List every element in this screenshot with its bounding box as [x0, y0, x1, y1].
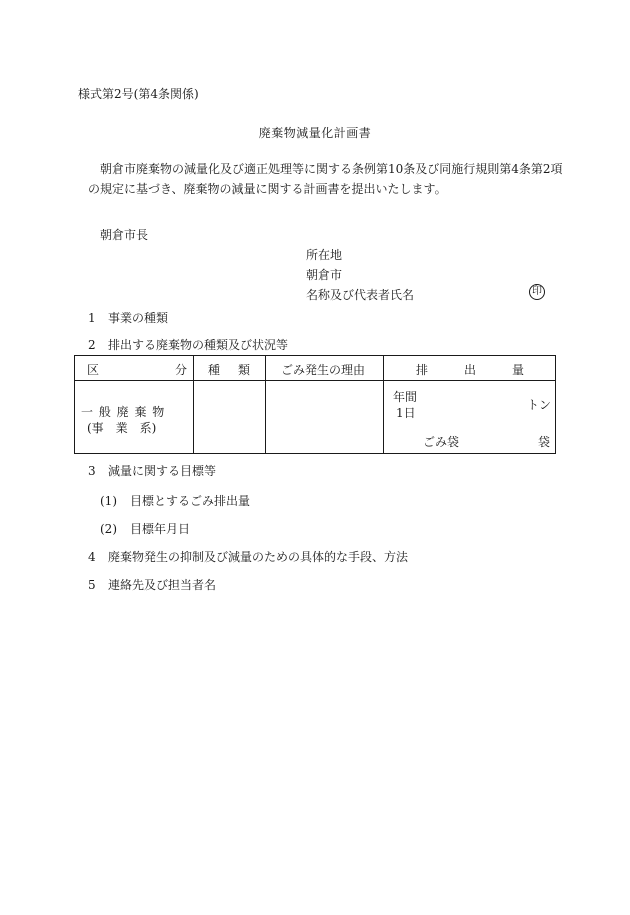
intro-text-line-2: の規定に基づき、廃棄物の減量に関する計画書を提出いたします。 — [88, 182, 447, 196]
section-reduction-methods — [88, 548, 408, 565]
applicant-city: 朝倉市 — [306, 268, 343, 282]
section-label: 事業の種類 — [108, 311, 169, 325]
bag-unit: 袋 — [538, 435, 551, 449]
header-amount: 出 — [464, 363, 477, 377]
section-number: 1 — [88, 311, 96, 325]
intro-text-line-1: 朝倉市廃棄物の減量化及び適正処理等に関する条例第10条及び同施行規則第4条第2項 — [100, 162, 563, 176]
section-number: 5 — [88, 578, 96, 592]
table-divider — [265, 356, 266, 453]
waste-table — [74, 355, 556, 454]
category-business: (事 業 系) — [87, 421, 157, 435]
subsection-label: 目標年月日 — [130, 522, 191, 536]
header-type: 類 — [238, 363, 251, 377]
subsection-label: 目標とするごみ排出量 — [130, 494, 251, 508]
section-waste-status — [88, 336, 288, 353]
subsection-number: (2) — [100, 522, 117, 536]
ton-unit: トン — [527, 398, 552, 412]
section-label: 廃棄物発生の抑制及び減量のための具体的な手段、方法 — [108, 550, 409, 564]
document-title: 廃棄物減量化計画書 — [258, 126, 372, 140]
section-business-type — [88, 309, 168, 326]
header-category: 分 — [175, 363, 188, 377]
amount-annual-label: 年間 — [393, 390, 418, 404]
category-general-waste: 一 般 廃 棄 物 — [81, 405, 166, 419]
bag-label: ごみ袋 — [423, 435, 460, 449]
applicant-name-label: 名称及び代表者氏名 — [306, 288, 415, 302]
seal-mark: 印 — [529, 284, 545, 300]
amount-daily-label: 1日 — [396, 406, 416, 420]
subsection-number: (1) — [100, 494, 117, 508]
table-header-divider — [75, 380, 555, 381]
table-divider — [193, 356, 194, 453]
table-divider — [383, 356, 384, 453]
section-label: 排出する廃棄物の種類及び状況等 — [108, 338, 289, 352]
subsection-target-date — [100, 520, 190, 537]
section-label: 減量に関する目標等 — [108, 464, 217, 478]
section-number: 3 — [88, 464, 96, 478]
section-contact — [88, 576, 216, 593]
header-reason: ごみ発生の理由 — [281, 363, 366, 377]
header-type: 種 — [208, 363, 221, 377]
subsection-target-amount — [100, 492, 250, 509]
applicant-address-label: 所在地 — [306, 248, 343, 262]
header-amount: 排 — [416, 363, 429, 377]
header-amount: 量 — [512, 363, 525, 377]
header-category: 区 — [87, 363, 100, 377]
section-reduction-goals — [88, 462, 216, 479]
section-number: 4 — [88, 550, 96, 564]
form-number: 様式第2号(第4条関係) — [78, 87, 199, 101]
section-number: 2 — [88, 338, 96, 352]
addressee: 朝倉市長 — [100, 228, 149, 242]
section-label: 連絡先及び担当者名 — [108, 578, 217, 592]
